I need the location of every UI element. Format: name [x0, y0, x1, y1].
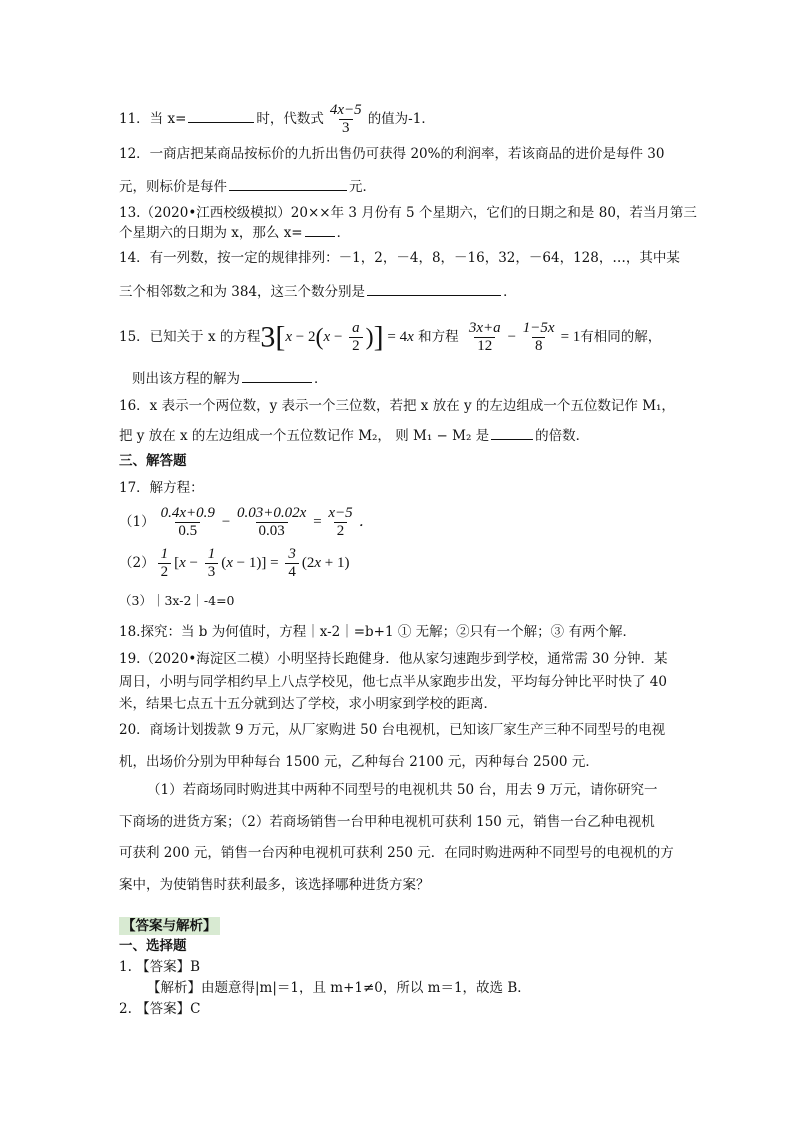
- question-19-line3: 米，结果七点五十五分就到达了学校，求小明家到学校的距离．: [119, 696, 497, 712]
- question-20-line1: 20．商场计划拨款 9 万元，从厂家购进 50 台电视机，已知该厂家生产三种不同型号的电视: [119, 722, 666, 738]
- question-19-line1: 19.（2020•海淀区二模）小明坚持长跑健身．他从家匀速跑步到学校，通常需 30 分钟．某: [119, 651, 668, 667]
- question-20-line5: 可获利 200 元，销售一台丙种电视机可获利 250 元．在同时购进两种不同型号的电视机的方: [119, 845, 674, 861]
- answer-2: 2. 【答案】C: [119, 1001, 201, 1017]
- answers-heading: 【答案与解析】: [119, 916, 220, 936]
- answer-blank: [305, 222, 335, 237]
- question-15-line1: 15．已知关于 x 的方程3[x − 2(x − $\frac{a}{2}$ )] = 4x 和方程 $\frac{3x+a}{12}$ − $\frac{1-5x}{8}$ = 1有相同的解，: [119, 320, 662, 355]
- equation: $\frac{1}{2}$ [x − $\frac{1}{3}$ (x − 1)] = $\frac{3}{4}$ (2x + 1): [155, 555, 350, 571]
- question-14-line1: 14．有一列数，按一定的规律排列：－1，2，－4，8，－16，32，－64，128，…，其中某: [119, 250, 680, 266]
- q11-suffix: 的值为-1．: [367, 111, 435, 127]
- question-11: [119, 102, 435, 137]
- question-20-line6: 案中，为使销售时获利最多，该选择哪种进货方案？: [119, 877, 430, 893]
- question-14-line2: 三个相邻数之和为 384，这三个数分别是 ．: [119, 281, 517, 302]
- question-20-line4: 下商场的进货方案；（2）若商场销售一台甲种电视机可获利 150 元，销售一台乙种电视机: [119, 814, 655, 830]
- answer-blank: [188, 108, 254, 123]
- question-16-line2: 把 y 放在 x 的左边组成一个五位数记作 M₂， 则 M₁ − M₂ 是 的倍数．: [119, 425, 589, 446]
- question-17-part2: （2） $\frac{1}{2}$ [x − $\frac{1}{3}$ (x − 1)] = $\frac{3}{4}$ (2x + 1): [119, 546, 350, 580]
- question-17-part3: （3）｜3x-2｜-4=0: [119, 593, 235, 608]
- answer-blank: [242, 368, 312, 383]
- answer-1-explanation: 【解析】由题意得|m|＝1，且 m+1≠0，所以 m＝1，故选 B．: [147, 980, 531, 996]
- section-heading: 三、解答题: [119, 453, 187, 469]
- q11-middle: 时，代数式: [256, 111, 324, 127]
- equation: $\frac{0.4x+0.9}{0.5}$ − $\frac{0.03+0.02x}{0.03}$ = $\frac{x-5}{2}$ ．: [160, 505, 374, 539]
- equation-2: $\frac{3x+a}{12}$ − $\frac{1-5x}{8}$ = 1: [468, 320, 581, 355]
- question-12-line2: 元，则标价是每件 元．: [119, 176, 376, 197]
- equation-1: 3[x − 2(x − $\frac{a}{2}$ )] = 4x: [260, 320, 414, 355]
- answer-blank: [367, 281, 501, 296]
- question-19-line2: 周日，小明与同学相约早上八点学校见，他七点半从家跑步出发，平均每分钟比平时快了 40: [119, 674, 667, 690]
- question-17-part1: （1） $\frac{0.4x+0.9}{0.5}$ − $\frac{0.03+0.02x}{0.03}$ = $\frac{x-5}{2}$ ．: [119, 505, 374, 539]
- answer-blank: [229, 176, 347, 191]
- question-20-line3: （1）若商场同时购进其中两种不同型号的电视机共 50 台，用去 9 万元，请你研究一: [147, 782, 658, 798]
- question-13-line1: 13.（2020•江西校级模拟）20××年 3 月份有 5 个星期六，它们的日期之和是 80，若当月第三: [119, 205, 697, 221]
- question-20-line2: 机，出场价分别为甲种每台 1500 元，乙种每台 2100 元，丙种每台 2500 元．: [119, 754, 599, 770]
- question-16-line1: 16．x 表示一个两位数，y 表示一个三位数，若把 x 放在 y 的左边组成一个五位数记作 M₁，: [119, 398, 675, 414]
- question-12-line1: 12．一商店把某商品按标价的九折出售仍可获得 20%的利润率，若该商品的进价是每件 30: [119, 146, 665, 162]
- question-13-line2: 个星期六的日期为 x，那么 x= ．: [119, 222, 350, 243]
- question-17-title: 17．解方程：: [119, 480, 204, 496]
- fraction: $\frac{4x-5}{3}$: [329, 102, 362, 136]
- answer-blank: [491, 425, 533, 440]
- answers-section-1: 一、选择题: [119, 938, 187, 954]
- question-18: 18.探究：当 b 为何值时，方程｜x-2｜=b+1 ① 无解；②只有一个解；③ 有两个解．: [119, 624, 636, 640]
- question-15-line2: 则出该方程的解为 ．: [132, 368, 328, 389]
- answer-1: 1. 【答案】B: [119, 959, 201, 975]
- q11-prefix: 11．当 x=: [119, 111, 187, 127]
